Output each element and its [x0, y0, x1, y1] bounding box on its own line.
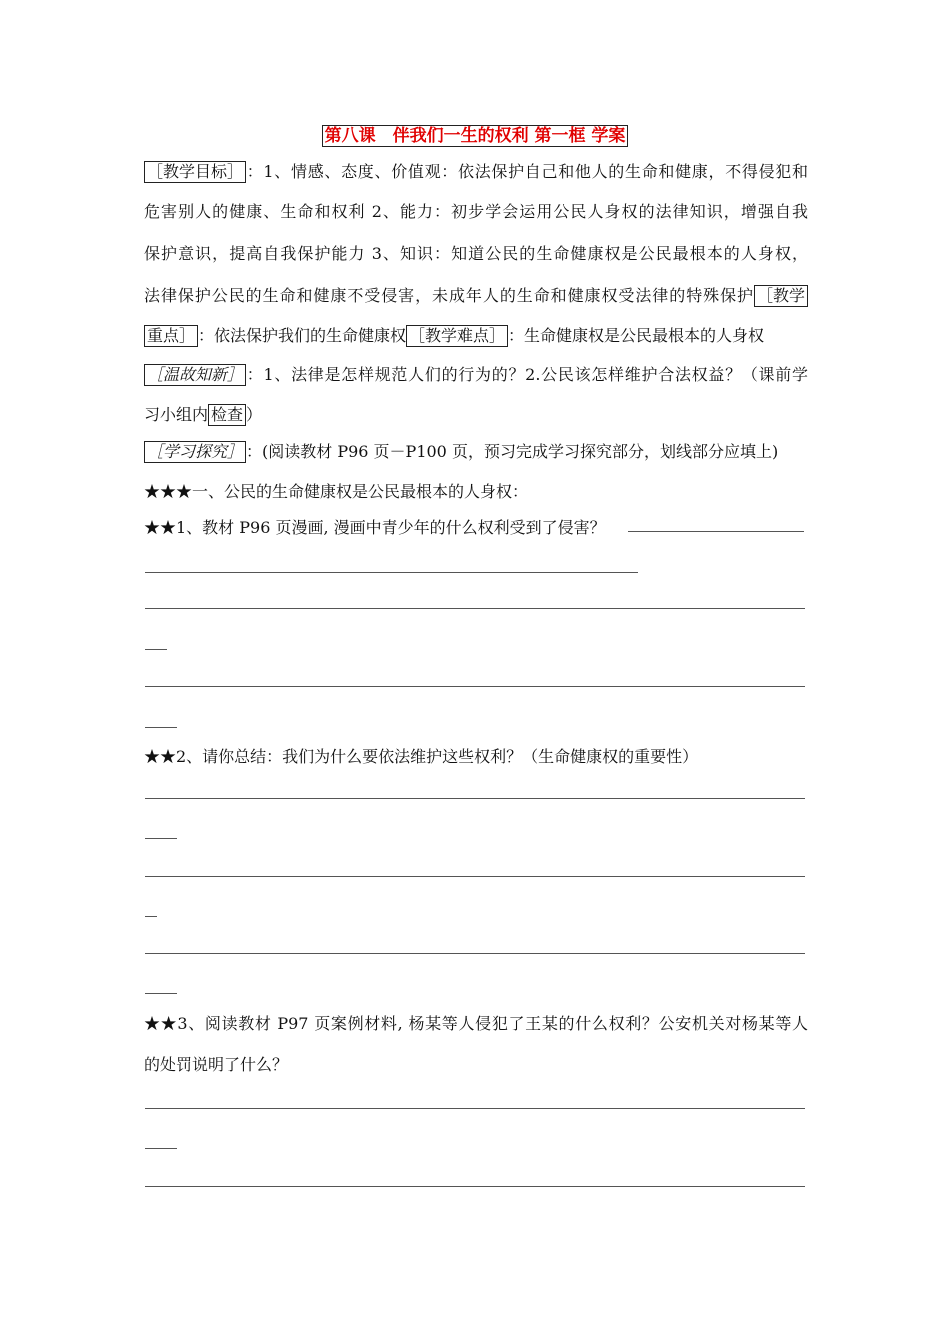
- answer-line-stub[interactable]: [145, 916, 157, 917]
- answer-line[interactable]: [145, 686, 805, 687]
- key-point-label-part1: ［教学: [754, 285, 808, 307]
- objectives-line-4: [144, 284, 808, 308]
- explore-label: ［学习探究］: [144, 441, 246, 463]
- objectives-text-1: ：1、情感、态度、价值观：依法保护自己和他人的生命和健康，不得侵犯和: [246, 162, 808, 181]
- objectives-line-1: [144, 160, 808, 184]
- review-text-2-end: ）: [246, 405, 263, 424]
- question-3-line-1: ★★3、阅读教材 P97 页案例材料, 杨某等人侵犯了王某的什么权利？公安机关对杨某等人: [144, 1014, 808, 1033]
- check-label: 检查: [208, 404, 246, 426]
- difficulty-text: ：生命健康权是公民最根本的人身权: [508, 326, 765, 345]
- answer-line-stub[interactable]: [145, 993, 177, 994]
- title-text: 第八课 伴我们一生的权利 第一框 学案: [322, 125, 629, 147]
- answer-line-stub[interactable]: [145, 838, 177, 839]
- review-text-2: 习小组内: [144, 405, 209, 424]
- answer-line[interactable]: [145, 572, 638, 573]
- key-point-text: ：依法保护我们的生命健康权: [198, 326, 407, 345]
- answer-line[interactable]: [145, 798, 805, 799]
- key-point-line: [144, 324, 808, 348]
- review-line-1: [144, 363, 808, 387]
- answer-line-stub[interactable]: [145, 727, 177, 728]
- answer-line-stub[interactable]: [145, 1148, 177, 1149]
- objectives-line-2: 危害别人的健康、生命和权利 2、能力：初步学会运用公民人身权的法律知识，增强自我: [144, 202, 808, 221]
- answer-line[interactable]: [145, 1186, 805, 1187]
- review-text-1: ：1、法律是怎样规范人们的行为的？2.公民该怎样维护合法权益？（课前学: [246, 365, 808, 384]
- explore-text: ：(阅读教材 P96 页－P100 页，预习完成学习探究部分，划线部分应填上): [246, 442, 779, 461]
- answer-line-stub[interactable]: [145, 649, 167, 650]
- answer-line[interactable]: [145, 876, 805, 877]
- question-3-line-2: 的处罚说明了什么？: [144, 1055, 289, 1074]
- review-line-2: [144, 403, 808, 427]
- page-title: [0, 124, 950, 148]
- difficulty-label: ［教学难点］: [406, 325, 508, 347]
- review-label: ［温故知新］: [144, 364, 246, 386]
- answer-line[interactable]: [145, 1108, 805, 1109]
- answer-line[interactable]: [145, 608, 805, 609]
- objectives-line-3: 保护意识，提高自我保护能力 3、知识：知道公民的生命健康权是公民最根本的人身权，: [144, 244, 808, 263]
- answer-line[interactable]: [628, 531, 804, 532]
- objectives-text-4: 法律保护公民的生命和健康不受侵害，未成年人的生命和健康权受法律的特殊保护: [144, 286, 754, 305]
- section-1-heading: ★★★一、公民的生命健康权是公民最根本的人身权：: [144, 482, 529, 501]
- question-2: ★★2、请你总结：我们为什么要依法维护这些权利？（生命健康权的重要性）: [144, 747, 699, 766]
- objectives-label: ［教学目标］: [144, 161, 246, 183]
- explore-line: [144, 440, 808, 464]
- answer-line[interactable]: [145, 953, 805, 954]
- question-1: ★★1、教材 P96 页漫画, 漫画中青少年的什么权利受到了侵害？: [144, 518, 606, 537]
- key-point-label-part2: 重点］: [144, 325, 198, 347]
